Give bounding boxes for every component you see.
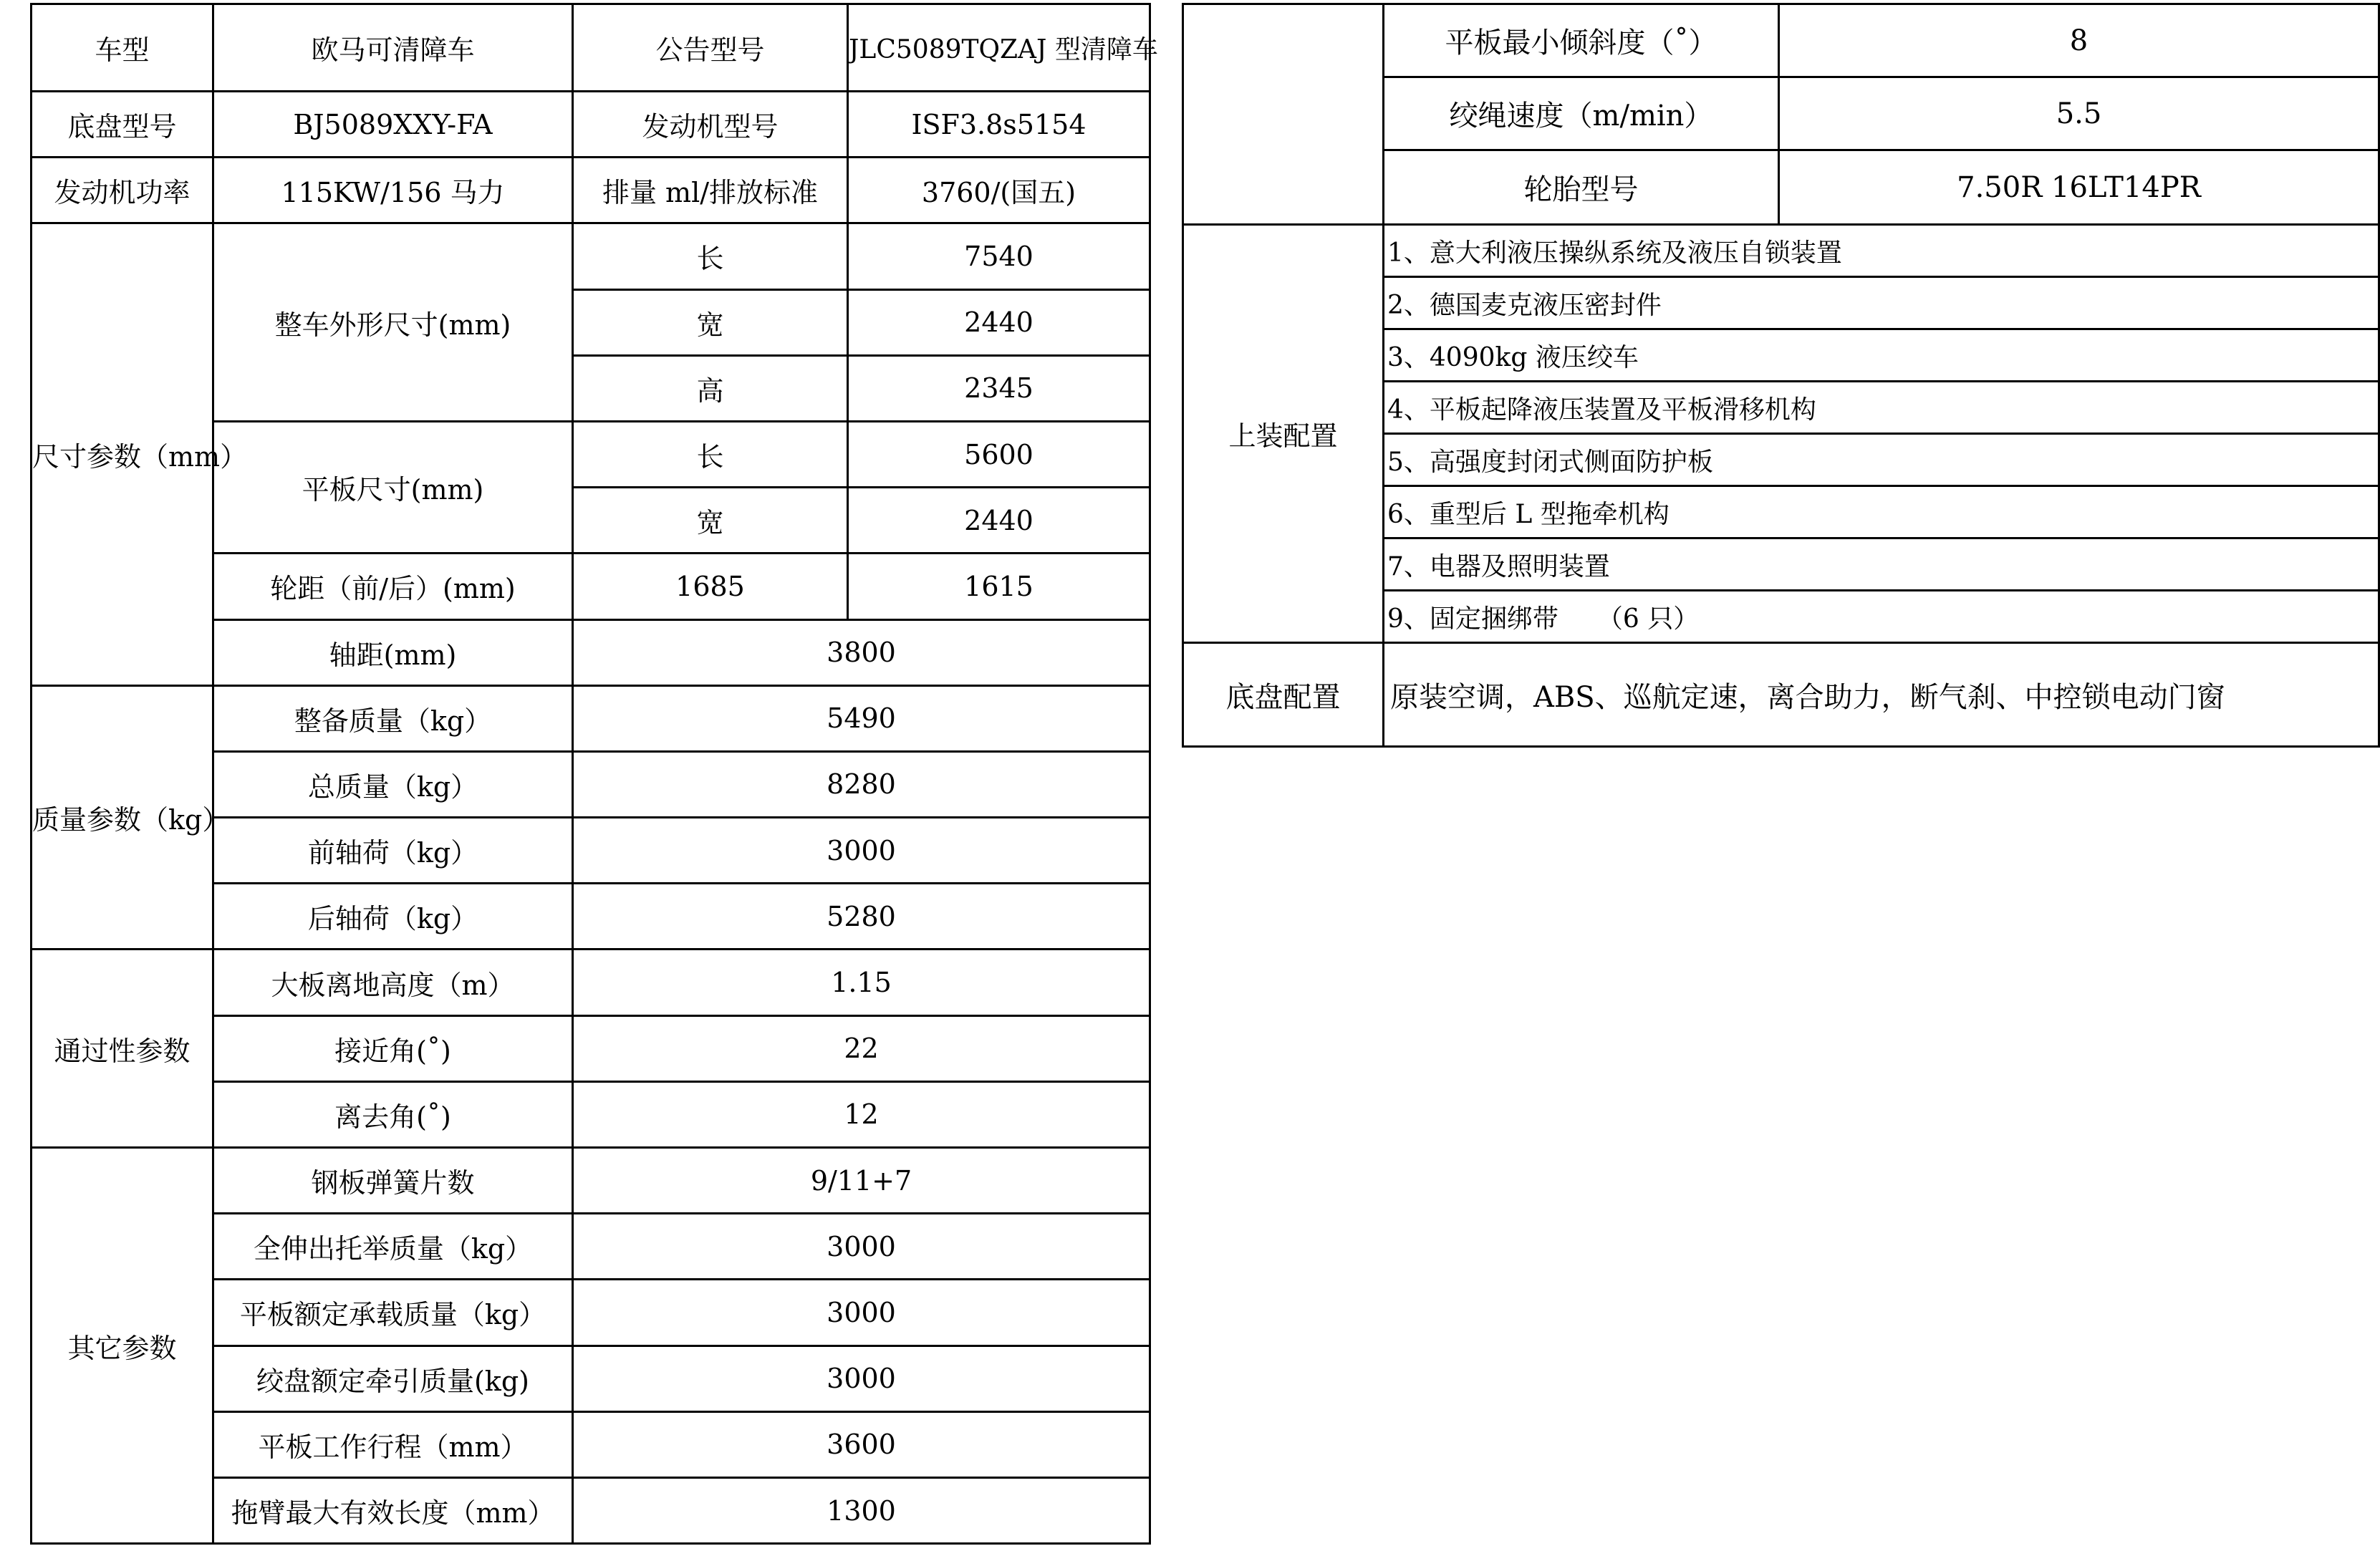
gross-mass-label: 总质量（kg）	[213, 751, 573, 817]
table-row	[32, 1148, 1150, 1214]
body-config-item: 3、4090kg 液压绞车	[1384, 329, 2379, 382]
chassis-config-label: 底盘配置	[1183, 643, 1384, 747]
body-config-item: 6、重型后 L 型拖牵机构	[1384, 486, 2379, 538]
overall-length-value: 7540	[848, 223, 1150, 289]
winch-speed-label: 绞绳速度（m/min）	[1384, 77, 1779, 150]
vehicle-type-value: 欧马可清障车	[213, 4, 573, 92]
platform-ground-height-label: 大板离地高度（m）	[213, 950, 573, 1015]
engine-power-value: 115KW/156 马力	[213, 158, 573, 223]
vehicle-type-label: 车型	[32, 4, 213, 92]
tire-model-label: 轮胎型号	[1384, 150, 1779, 225]
rear-axle-load-value: 5280	[573, 884, 1150, 950]
min-tilt-value: 8	[1779, 4, 2379, 77]
chassis-model-label: 底盘型号	[32, 92, 213, 158]
tow-arm-length-value: 1300	[573, 1477, 1150, 1543]
displacement-value: 3760/(国五)	[848, 158, 1150, 223]
overall-width-label: 宽	[573, 289, 848, 355]
winch-speed-value: 5.5	[1779, 77, 2379, 150]
tow-arm-length-label: 拖臂最大有效长度（mm）	[213, 1477, 573, 1543]
overall-length-label: 长	[573, 223, 848, 289]
full-extension-lift-value: 3000	[573, 1214, 1150, 1280]
dimensions-group-label: 尺寸参数（mm）	[32, 223, 213, 685]
full-extension-lift-label: 全伸出托举质量（kg）	[213, 1214, 573, 1280]
overall-height-label: 高	[573, 355, 848, 421]
tire-model-value: 7.50R 16LT14PR	[1779, 150, 2379, 225]
curb-mass-value: 5490	[573, 685, 1150, 751]
platform-ground-height-value: 1.15	[573, 950, 1150, 1015]
wheelbase-value: 3800	[573, 619, 1150, 685]
mass-group-label: 质量参数（kg）	[32, 685, 213, 950]
table-row	[1183, 643, 2379, 747]
overall-width-value: 2440	[848, 289, 1150, 355]
platform-length-value: 5600	[848, 421, 1150, 487]
platform-width-value: 2440	[848, 488, 1150, 554]
engine-power-label: 发动机功率	[32, 158, 213, 223]
min-tilt-label: 平板最小倾斜度（˚）	[1384, 4, 1779, 77]
track-front-value: 1685	[573, 554, 848, 619]
chassis-config-value: 原装空调，ABS、巡航定速，离合助力，断气刹、中控锁电动门窗	[1384, 643, 2379, 747]
overall-height-value: 2345	[848, 355, 1150, 421]
leaf-spring-count-value: 9/11+7	[573, 1148, 1150, 1214]
front-axle-load-label: 前轴荷（kg）	[213, 818, 573, 884]
overall-size-label: 整车外形尺寸(mm)	[213, 223, 573, 422]
platform-size-label: 平板尺寸(mm)	[213, 421, 573, 553]
engine-model-label: 发动机型号	[573, 92, 848, 158]
spec-table-left	[30, 3, 1158, 1545]
front-axle-load-value: 3000	[573, 818, 1150, 884]
engine-model-value: ISF3.8s5154	[848, 92, 1150, 158]
body-config-item: 1、意大利液压操纵系统及液压自锁装置	[1384, 225, 2379, 277]
body-config-label: 上装配置	[1183, 225, 1384, 643]
body-config-item: 2、德国麦克液压密封件	[1384, 277, 2379, 329]
body-config-item: 9、固定捆绑带 （6 只）	[1384, 591, 2379, 643]
table-row	[32, 158, 1150, 223]
table-row	[32, 223, 1150, 289]
notice-model-value: JLC5089TQZAJ 型清障车	[848, 4, 1150, 92]
table-row	[32, 685, 1150, 751]
track-label: 轮距（前/后）(mm)	[213, 554, 573, 619]
track-rear-value: 1615	[848, 554, 1150, 619]
body-config-item: 5、高强度封闭式侧面防护板	[1384, 434, 2379, 486]
body-config-item: 7、电器及照明装置	[1384, 538, 2379, 591]
table-row	[1183, 4, 2379, 77]
platform-stroke-value: 3600	[573, 1411, 1150, 1477]
table-row	[1183, 225, 2379, 277]
platform-rated-load-value: 3000	[573, 1280, 1150, 1345]
body-config-item: 4、平板起降液压装置及平板滑移机构	[1384, 382, 2379, 434]
notice-model-label: 公告型号	[573, 4, 848, 92]
winch-rated-pull-label: 绞盘额定牵引质量(kg)	[213, 1345, 573, 1411]
departure-angle-value: 12	[573, 1081, 1150, 1147]
displacement-label: 排量 ml/排放标准	[573, 158, 848, 223]
platform-rated-load-label: 平板额定承载质量（kg）	[213, 1280, 573, 1345]
blank-cell	[1183, 4, 1384, 225]
spec-table-right	[1182, 3, 2380, 748]
table-row	[32, 4, 1150, 92]
chassis-model-value: BJ5089XXY-FA	[213, 92, 573, 158]
winch-rated-pull-value: 3000	[573, 1345, 1150, 1411]
other-group-label: 其它参数	[32, 1148, 213, 1544]
passability-group-label: 通过性参数	[32, 950, 213, 1148]
gross-mass-value: 8280	[573, 751, 1150, 817]
leaf-spring-count-label: 钢板弹簧片数	[213, 1148, 573, 1214]
platform-width-label: 宽	[573, 488, 848, 554]
approach-angle-label: 接近角(˚)	[213, 1015, 573, 1081]
departure-angle-label: 离去角(˚)	[213, 1081, 573, 1147]
approach-angle-value: 22	[573, 1015, 1150, 1081]
platform-length-label: 长	[573, 421, 848, 487]
table-row	[32, 950, 1150, 1015]
wheelbase-label: 轴距(mm)	[213, 619, 573, 685]
platform-stroke-label: 平板工作行程（mm）	[213, 1411, 573, 1477]
curb-mass-label: 整备质量（kg）	[213, 685, 573, 751]
table-row	[32, 92, 1150, 158]
rear-axle-load-label: 后轴荷（kg）	[213, 884, 573, 950]
